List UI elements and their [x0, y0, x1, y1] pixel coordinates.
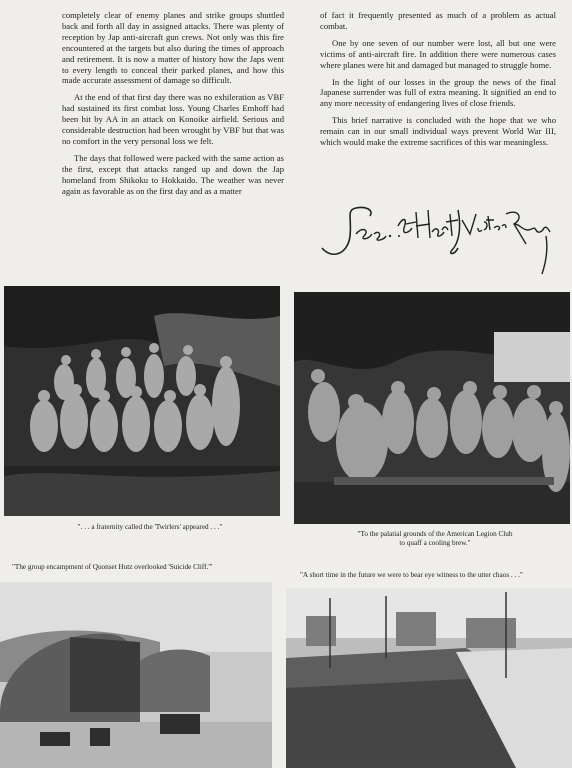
caption-line: "To the palatial grounds of the American Legion Club — [357, 530, 513, 538]
narrative-paragraph: The days that followed were packed with the same action as the first, except that attacks ranged up and down the Jap homeland from Shikoku to Hokkaido. The weather was never again as favorable as on the first day and as a matter — [62, 152, 284, 196]
caption-twirlers: ". . . a fraternity called the 'Twirlers' appeared . . ." — [77, 523, 223, 531]
narrative-paragraph: At the end of that first day there was no exhileration as VBF had sustained its first combat loss. Young Charles Emhoff had been hit by AA in an attack on Konoike airfield. Serious and considerable destruction had been wrought by VBF but that was no comfort in the very personal loss we felt. — [62, 92, 284, 146]
quonset-huts-photo — [0, 582, 272, 768]
narrative-paragraph: of fact it frequently presented as much of a problem as actual combat. — [320, 10, 556, 31]
narrative-paragraph: In the light of our losses in the group the news of the final Japanese surrender was full of extra meaning. It signified an end to any more necessity of endangering lives of close friends. — [320, 76, 556, 109]
twirlers-group-photo — [4, 286, 280, 516]
narrative-paragraph: completely clear of enemy planes and strike groups shuttled back and forth all day in assigned attacks. There was plenty of reception by Jap anti-aircraft gun crews. Not only was this fire encountered at the targets but also during the times of approach and retirement. It is now a matter of history how the Japs went to every length to conceal their parked planes, and how this made accurate assessment of damage so difficult. — [62, 10, 284, 86]
narrative-right-column — [320, 10, 556, 154]
signature-rooney — [448, 200, 558, 280]
caption-chaos: "A short time in the future we were to bear eye witness to the utter chaos . . ." — [300, 571, 523, 579]
caption-line: to quaff a cooling brew." — [399, 539, 471, 547]
narrative-left-column — [62, 10, 284, 203]
city-ruins-photo — [286, 588, 572, 768]
caption-legion-club — [300, 530, 570, 548]
narrative-paragraph: This brief narrative is concluded with the hope that we who remain can in our small individual ways prevent World War III, which would make the extreme sacrifices of this war meaningless. — [320, 115, 556, 148]
signature-hart — [312, 196, 462, 266]
caption-quonset: "The group encampment of Quonset Hutz overlooked 'Suicide Cliff.'" — [12, 563, 213, 571]
legion-club-photo — [294, 292, 570, 524]
narrative-paragraph: One by one seven of our number were lost, all but one were victims of anti-aircraft fire. In addition there were numerous cases where planes were hit and damaged but managed to struggle home. — [320, 37, 556, 70]
